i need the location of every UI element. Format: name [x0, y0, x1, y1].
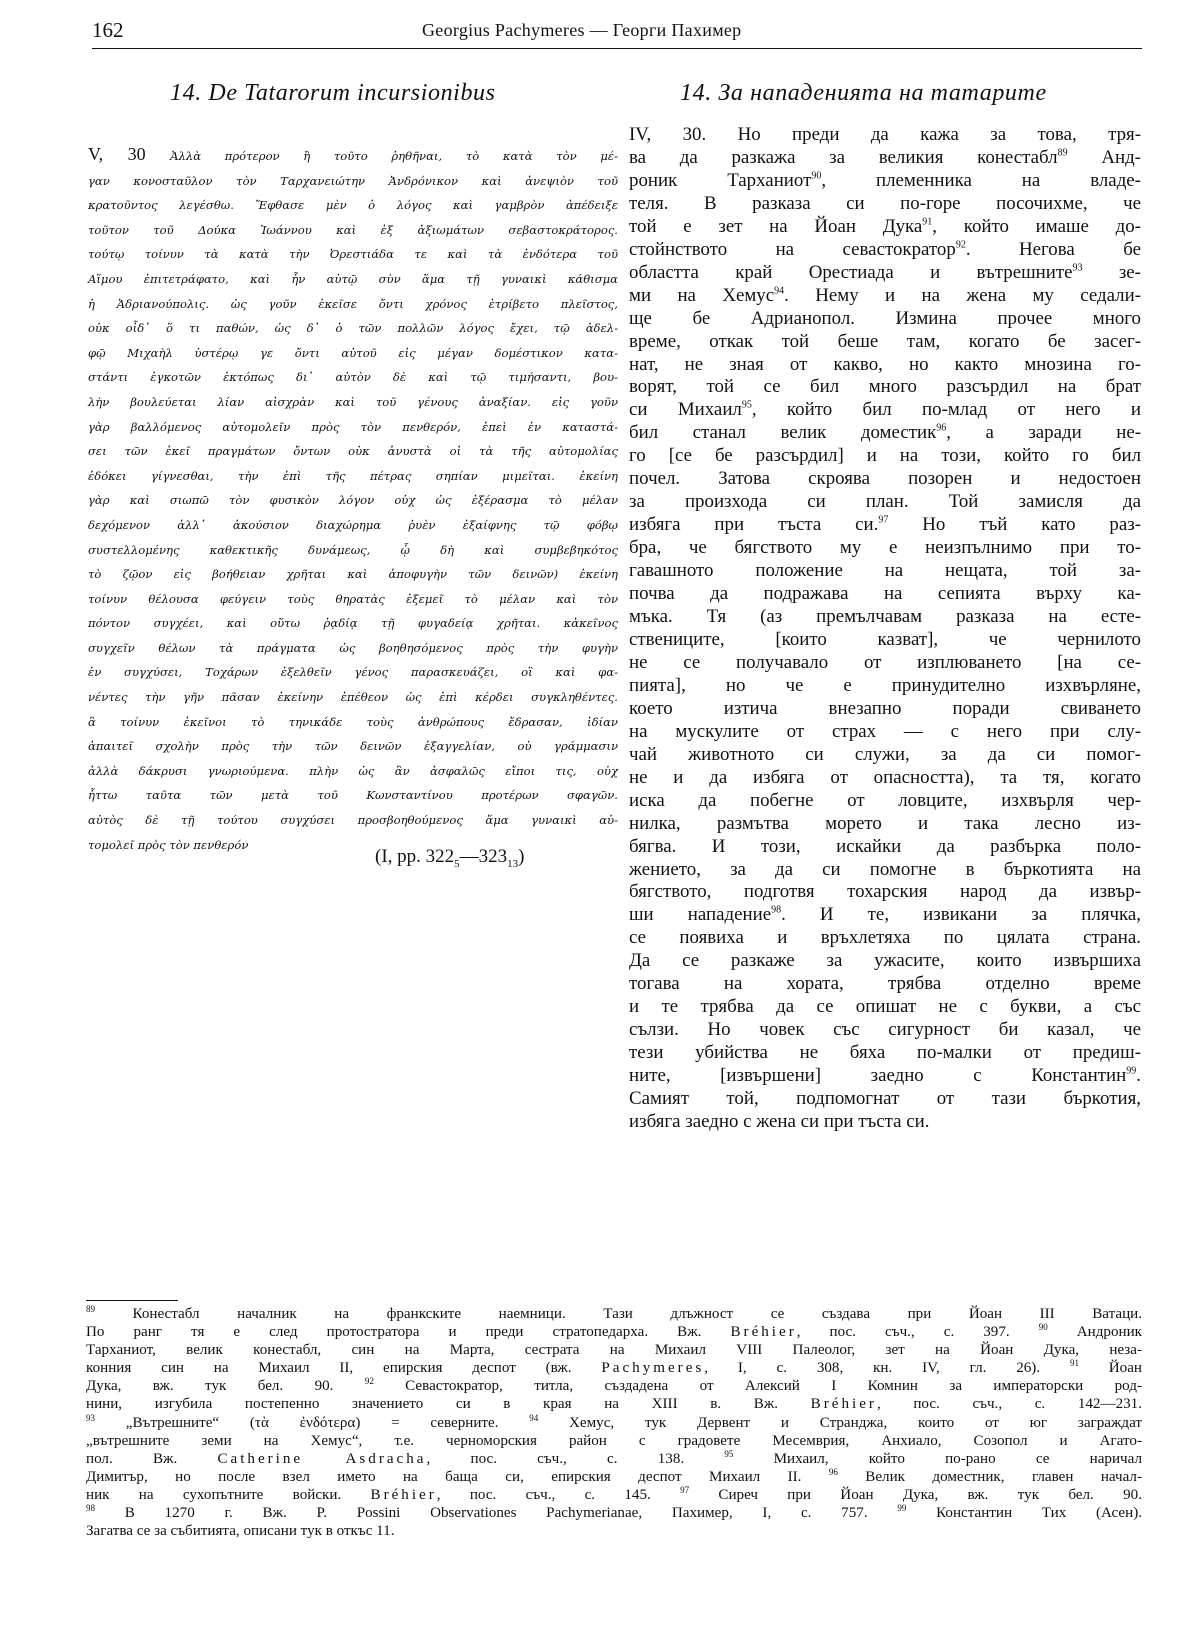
footnote-number: 94	[529, 1412, 539, 1423]
translation-line: нат, не зная от какво, но както мнозина го-	[629, 353, 1141, 375]
greek-line: φῷ Μιχαὴλ ὑστέρῳ γε ὄντι αὐτοῦ εἰς μέγαν δομέστικον κατα-	[88, 345, 618, 360]
citation-text: (I, pp. 322	[375, 846, 455, 867]
translation-line: ши нападение$^{98}$. И те, извикани за плячка,	[629, 904, 1142, 926]
latin-section-title: 14. De Tatarorum incursionibus	[170, 80, 496, 106]
footnote-line: нини, изгубила постепенно значението си в края на XIII в. Вж. Bréhier, пос. съч., с. 142—231.	[86, 1396, 1142, 1413]
footnote-line: $^{98}$ В 1270 г. Вж. P. Possini Observationes Pachymerianae, Пахимер, I, с. 757. $^{99}$ Константин Тих (Асен).	[86, 1503, 1142, 1522]
translation-line: теля. В разказа си по-горе посочихме, че	[629, 192, 1141, 214]
running-header	[92, 14, 1142, 50]
translation-line: за произхода си план. Той замисля да	[629, 491, 1141, 513]
translation-line: бягва. И този, искайки да разбърка поло-	[629, 835, 1141, 857]
greek-line: ἧττω ταῦτα τῶν μετὰ τοῦ Κωνσταντίνου προτέρων σφαγῶν.	[88, 788, 618, 803]
book-chapter-ref: V, 30	[88, 144, 171, 164]
footnote-marker: 95	[741, 400, 752, 412]
page-number: 162	[92, 18, 124, 42]
translation-line: си Михаил$^{95}$, който бил по-млад от него и	[629, 399, 1141, 421]
greek-line: νέντες τὴν γῆν πᾶσαν ἐκείνην ἐπέθεον ὡς ἐπὶ κέρδει συγκληθέντες.	[88, 690, 618, 705]
footnote-line: пол. Вж. Catherine Asdracha, пос. съч., с. 138. $^{95}$ Михаил, който по-рано се наричал	[86, 1448, 1142, 1467]
footnote-number: 99	[897, 1503, 907, 1513]
translation-line: IV, 30. Но преди да кажа за това, тря-	[629, 124, 1141, 145]
footnote-marker: 99	[1126, 1065, 1137, 1077]
footnote-number: 91	[1069, 1358, 1079, 1369]
translation-line: жението, за да си помогне в бъркотията на	[629, 858, 1141, 880]
footnote-number: 92	[364, 1376, 374, 1387]
footnote-rule	[86, 1300, 178, 1301]
footnote-line: Тарханиот, велик конестабл, син на Марта, сестрата на Михаил VIII Палеолог, зет на Йоан Дука, неза-	[86, 1342, 1142, 1359]
footnote-number: 93	[86, 1412, 95, 1423]
footnote-line: конния син на Михаил II, епирския деспот (вж. Pachymeres, I, с. 308, кн. IV, гл. 26). $^{91}$ Йоан	[86, 1358, 1142, 1377]
translation-line: нилка, размътва морето и така лесно из-	[629, 812, 1141, 834]
citation-text: )	[518, 846, 525, 867]
translation-line: ворят, той се бил много разсърдил на брат	[629, 376, 1141, 398]
footnote-line: Дука, вж. тук бел. 90. $^{92}$ Севастократор, титла, създадена от Алексий I Комнин за императорски род-	[86, 1376, 1142, 1395]
citation-sub: 13	[507, 857, 519, 870]
greek-line: ἀπαιτεῖ σχολὴν πρὸς τὴν τῶν δεινῶν ἐξαγγελίαν, οὐ γράμμασιν	[88, 739, 618, 754]
translation-line: на мускулите от страх — с него при слу-	[629, 720, 1141, 742]
greek-line: γαν κονοσταῦλον τὸν Ταρχανειώτην Ἀνδρόνικον καὶ ἀνεψιὸν τοῦ	[88, 173, 618, 188]
greek-line: τοῦτον τοῦ Δούκα Ἰωάννου καὶ ἐξ ἀξιωμάτων σεβαστοκράτορος.	[88, 222, 618, 237]
greek-line: σει τῶν ἐκεῖ πραγμάτων ὄντων οὐκ ἀνυστὰ οἱ τὰ τῆς αὐτομολίας	[88, 444, 618, 459]
translation-line: време, откак той беше там, когато бе засег-	[629, 330, 1141, 352]
translation-line: не и да избяга от опасността), та тя, когато	[629, 766, 1141, 788]
translation-line: Самият той, подпомогнат от тази бъркотия,	[629, 1088, 1141, 1110]
translation-line: ми на Хемус$^{94}$. Нему и на жена му седали-	[629, 284, 1141, 306]
greek-line: γὰρ βαλλόμενος αὐτομολεῖν πρὸς τὸν πενθερόν, ἐπεὶ ἐν καταστά-	[88, 419, 618, 434]
bulgarian-section-title: 14. За нападенията на татарите	[680, 80, 1047, 106]
footnote-number: 95	[724, 1448, 734, 1459]
greek-line: πόντον συγχέει, καὶ οὕτω ῥᾳδίᾳ τῇ φυγαδείᾳ χρῆται. κἀκεῖνος	[88, 616, 618, 631]
greek-line: τούτῳ τοίνυν τὰ κατὰ τὴν Ὀρεστιάδα τε καὶ τὰ ἐνδότερα τοῦ	[88, 247, 618, 262]
header-rule	[92, 48, 1142, 49]
greek-line: ἀλλὰ δάκρυσι γνωριούμενα. πλὴν ὡς ἂν ἀσφαλῶς εἴποι τις, οὐχ	[88, 763, 618, 778]
greek-line: αὐτὸς δὲ τῇ τούτου συγχύσει προσβοηθούμενος ἅμα γυναικὶ αὐ-	[88, 813, 618, 828]
footnote-number: 98	[86, 1503, 95, 1513]
translation-line: мъка. Тя (аз премълчавам разказа на есте-	[629, 606, 1141, 628]
translation-line: пията], но че е принудително изхвърляне,	[629, 674, 1141, 696]
translation-line: не се получавало от изплюването [на се-	[629, 651, 1141, 673]
translation-line: и те трябва да се опишат не с букви, а със	[629, 996, 1141, 1018]
footnotes	[86, 1305, 1142, 1540]
footnote-line: ник на сухопътните войски. Bréhier, пос. съч., с. 145. $^{97}$ Сиреч при Йоан Дука, вж. тук бел. 90.	[86, 1484, 1142, 1503]
greek-line: V, 30 Ἀλλὰ πρότερον ἢ τοῦτο ῥηθῆναι, τὸ κατὰ τὸν μέ-	[88, 144, 618, 164]
greek-line: συστελλομένης καθεκτικῆς δυνάμεως, ᾧ δὴ καὶ συμβεβηκότος	[88, 542, 618, 557]
citation-sub: 5	[454, 857, 460, 870]
greek-line: τομολεῖ πρὸς τὸν πενθερόν	[88, 837, 249, 852]
translation-line: ните, [извършени] заедно с Константин$^{99}$.	[629, 1065, 1141, 1087]
greek-line: συγχεῖν θέλων τὰ πράγματα ὡς βοηθησόμενος πρὸς τὴν φυγὴν	[88, 640, 618, 655]
translation-line: почел. Затова скроява позорен и недостоен	[629, 468, 1141, 490]
greek-line: κρατοῦντος λεγέσθω. Ἔφθασε μὲν ὁ λόγος καὶ γαμβρὸν ἀπέδειξε	[88, 198, 618, 213]
translation-line: стойнството на севастократор$^{92}$. Негова бе	[629, 238, 1141, 260]
translation-line: ствениците, [които казват], че чернилото	[629, 628, 1141, 650]
footnote-marker: 98	[771, 905, 782, 917]
footnote-number: 90	[1038, 1322, 1048, 1333]
translation-line: се появиха и връхлетяха по цялата страна.	[629, 927, 1141, 949]
translation-line: което изтича внезапно поради свиването	[629, 697, 1141, 719]
translation-line: почва да подражава на сепията върху ка-	[629, 583, 1141, 605]
citation-text: —323	[459, 846, 508, 867]
running-title: Georgius Pachymeres — Георги Пахимер	[422, 20, 742, 40]
footnote-marker: 90	[811, 170, 822, 182]
greek-line: γὰρ καὶ σιωπῶ τὸν φυσικὸν λόγον οὐχ ὡς ἐξέρασμα τὸ μέλαν	[88, 493, 618, 508]
translation-line: той е зет на Йоан Дука$^{91}$, който имаше до-	[629, 215, 1141, 237]
greek-line: ἡ Ἀδριανούπολις. ὡς γοῦν ἐκεῖσε ὄντι χρόνος ἐτρίβετο πλεῖστος,	[88, 296, 618, 311]
footnote-marker: 91	[922, 216, 933, 228]
translation-line: тогава на хората, трябва отделно време	[629, 973, 1141, 995]
translation-line: гавашното положение на нещата, той за-	[629, 560, 1141, 582]
footnote-line: По ранг тя е след протостратора и преди стратопедарха. Вж. Bréhier, пос. съч., с. 397. $^{90}$ Андроник	[86, 1322, 1142, 1341]
greek-line: ἐν συγχύσει, Τοχάρων ἐξελθεῖν γένος παρασκευάζει, οἳ καὶ φα-	[88, 665, 618, 680]
translation-line: областта край Орестиада и вътрешните$^{93}$ зе-	[629, 261, 1141, 283]
greek-line: στάντι ἐγκοτῶν ἐκτόπως δι᾽ αὐτὸν δὲ καὶ τῷ τιμήσαντι, βου-	[88, 370, 618, 385]
greek-text-column	[88, 142, 618, 857]
translation-line: бра, че бягството му е неизпълнимо при то-	[629, 537, 1141, 559]
footnote-marker: 96	[936, 423, 947, 435]
translation-line: избяга при тъста си.$^{97}$ Но тъй като раз-	[629, 514, 1141, 536]
greek-line: δεχόμενον ἀλλ᾽ ἀκούσιον διαχώρημα ῥυὲν ἐξαίφνης τῷ φόβῳ	[88, 517, 618, 532]
greek-line: τοίνυν θέλουσα φεύγειν τοὺς θηρατὰς ἐξεμεῖ τὸ μέλαν καὶ τὸν	[88, 591, 618, 606]
footnote-marker: 89	[1057, 147, 1068, 159]
footnote-line: „вътрешните земи на Хемус“, т.е. черноморския район с градовете Месемврия, Анхиало, Созопол и Агато-	[86, 1432, 1142, 1449]
greek-line: λὴν βουλεύεται λίαν αἰσχρὰν καὶ τοῦ γένους ἀναξίαν. εἰς γοῦν	[88, 394, 618, 409]
greek-line: ἃ τοίνυν ἐκεῖνοι τὸ τηνικάδε τοὺς ἀνθρώπους ἔδρασαν, ἰδίαν	[88, 714, 618, 729]
translation-line: ва да разкажа за великия конестабл$^{89}$ Анд-	[629, 146, 1141, 168]
translation-line: сълзи. Но човек със сигурност би казал, че	[629, 1019, 1141, 1041]
greek-line: ἐδόκει γίγνεσθαι, τὴν ἐπὶ τῆς πέτρας σηπίαν μιμεῖται. ἐκείνη	[88, 468, 618, 483]
translation-line: бил станал велик доместик$^{96}$, а заради не-	[629, 422, 1141, 444]
footnote-marker: 94	[774, 285, 785, 297]
cited-author: Pachymeres	[601, 1360, 705, 1377]
footnote-marker: 92	[955, 239, 966, 251]
greek-line: τὸ ζῷον εἰς βοήθειαν χρῆται καὶ ἀποφυγὴν τῶν δεινῶν) ἐκείνη	[88, 567, 618, 582]
footnote-line: $^{89}$ Конестабл началник на франкските наемници. Тази длъжност се създава при Йоан III Ватаци.	[86, 1303, 1142, 1322]
cited-author: Bréhier	[370, 1486, 437, 1503]
footnote-line: Загатва се за събитията, описани тук в откъс 11.	[86, 1523, 395, 1540]
footnote-line: $^{93}$ „Вътрешните“ (τὰ ἐνδότερα) = северните. $^{94}$ Хемус, тук Дервент и Странджа, които от юг заграждат	[86, 1412, 1142, 1431]
translation-line: роник Тарханиот$^{90}$, племенника на владе-	[629, 169, 1141, 191]
footnote-marker: 93	[1072, 262, 1083, 274]
translation-line: ще бе Адрианопол. Измина прочее много	[629, 307, 1141, 329]
translation-line: иска да побегне от ловците, изхвърля чер-	[629, 789, 1141, 811]
footnote-marker: 97	[878, 514, 889, 526]
footnote-number: 97	[680, 1484, 690, 1495]
footnote-line: Димитър, но после взел името на баща си, епирския деспот Михаил II. $^{96}$ Велик доместник, главен начал-	[86, 1466, 1142, 1485]
cited-author: Catherine Asdracha	[217, 1450, 427, 1467]
greek-line: Αἵμου ἐπιτετράφατο, καὶ ἦν αὐτῷ σὺν ἅμα τῇ γυναικὶ κάθισμα	[88, 271, 618, 286]
translation-line: Да се разкаже за ужасите, които извършиха	[629, 950, 1141, 972]
greek-line: οὐκ οἶδ᾽ ὅ τι παθών, ὡς δ᾽ ὁ τῶν πολλῶν λόγος ἔχει, τῷ ἀδελ-	[88, 321, 618, 336]
cited-author: Bréhier	[810, 1396, 877, 1413]
translation-line: чай животното си служи, за да си помог-	[629, 743, 1141, 765]
footnote-number: 89	[86, 1303, 95, 1314]
cited-author: Bréhier	[730, 1324, 797, 1341]
greek-citation	[375, 846, 524, 870]
translation-line: бягството, подготвя тохарския народ да извър-	[629, 881, 1141, 903]
translation-line: тези убийства не бяха по-малки от предиш-	[629, 1042, 1141, 1064]
translation-line: избяга заедно с жена си при тъста си.	[629, 1110, 930, 1132]
footnote-number: 96	[828, 1466, 838, 1477]
translation-line: го [се бе разсърдил] и на този, който го бил	[629, 445, 1141, 467]
bulgarian-translation-column	[629, 124, 1141, 1134]
